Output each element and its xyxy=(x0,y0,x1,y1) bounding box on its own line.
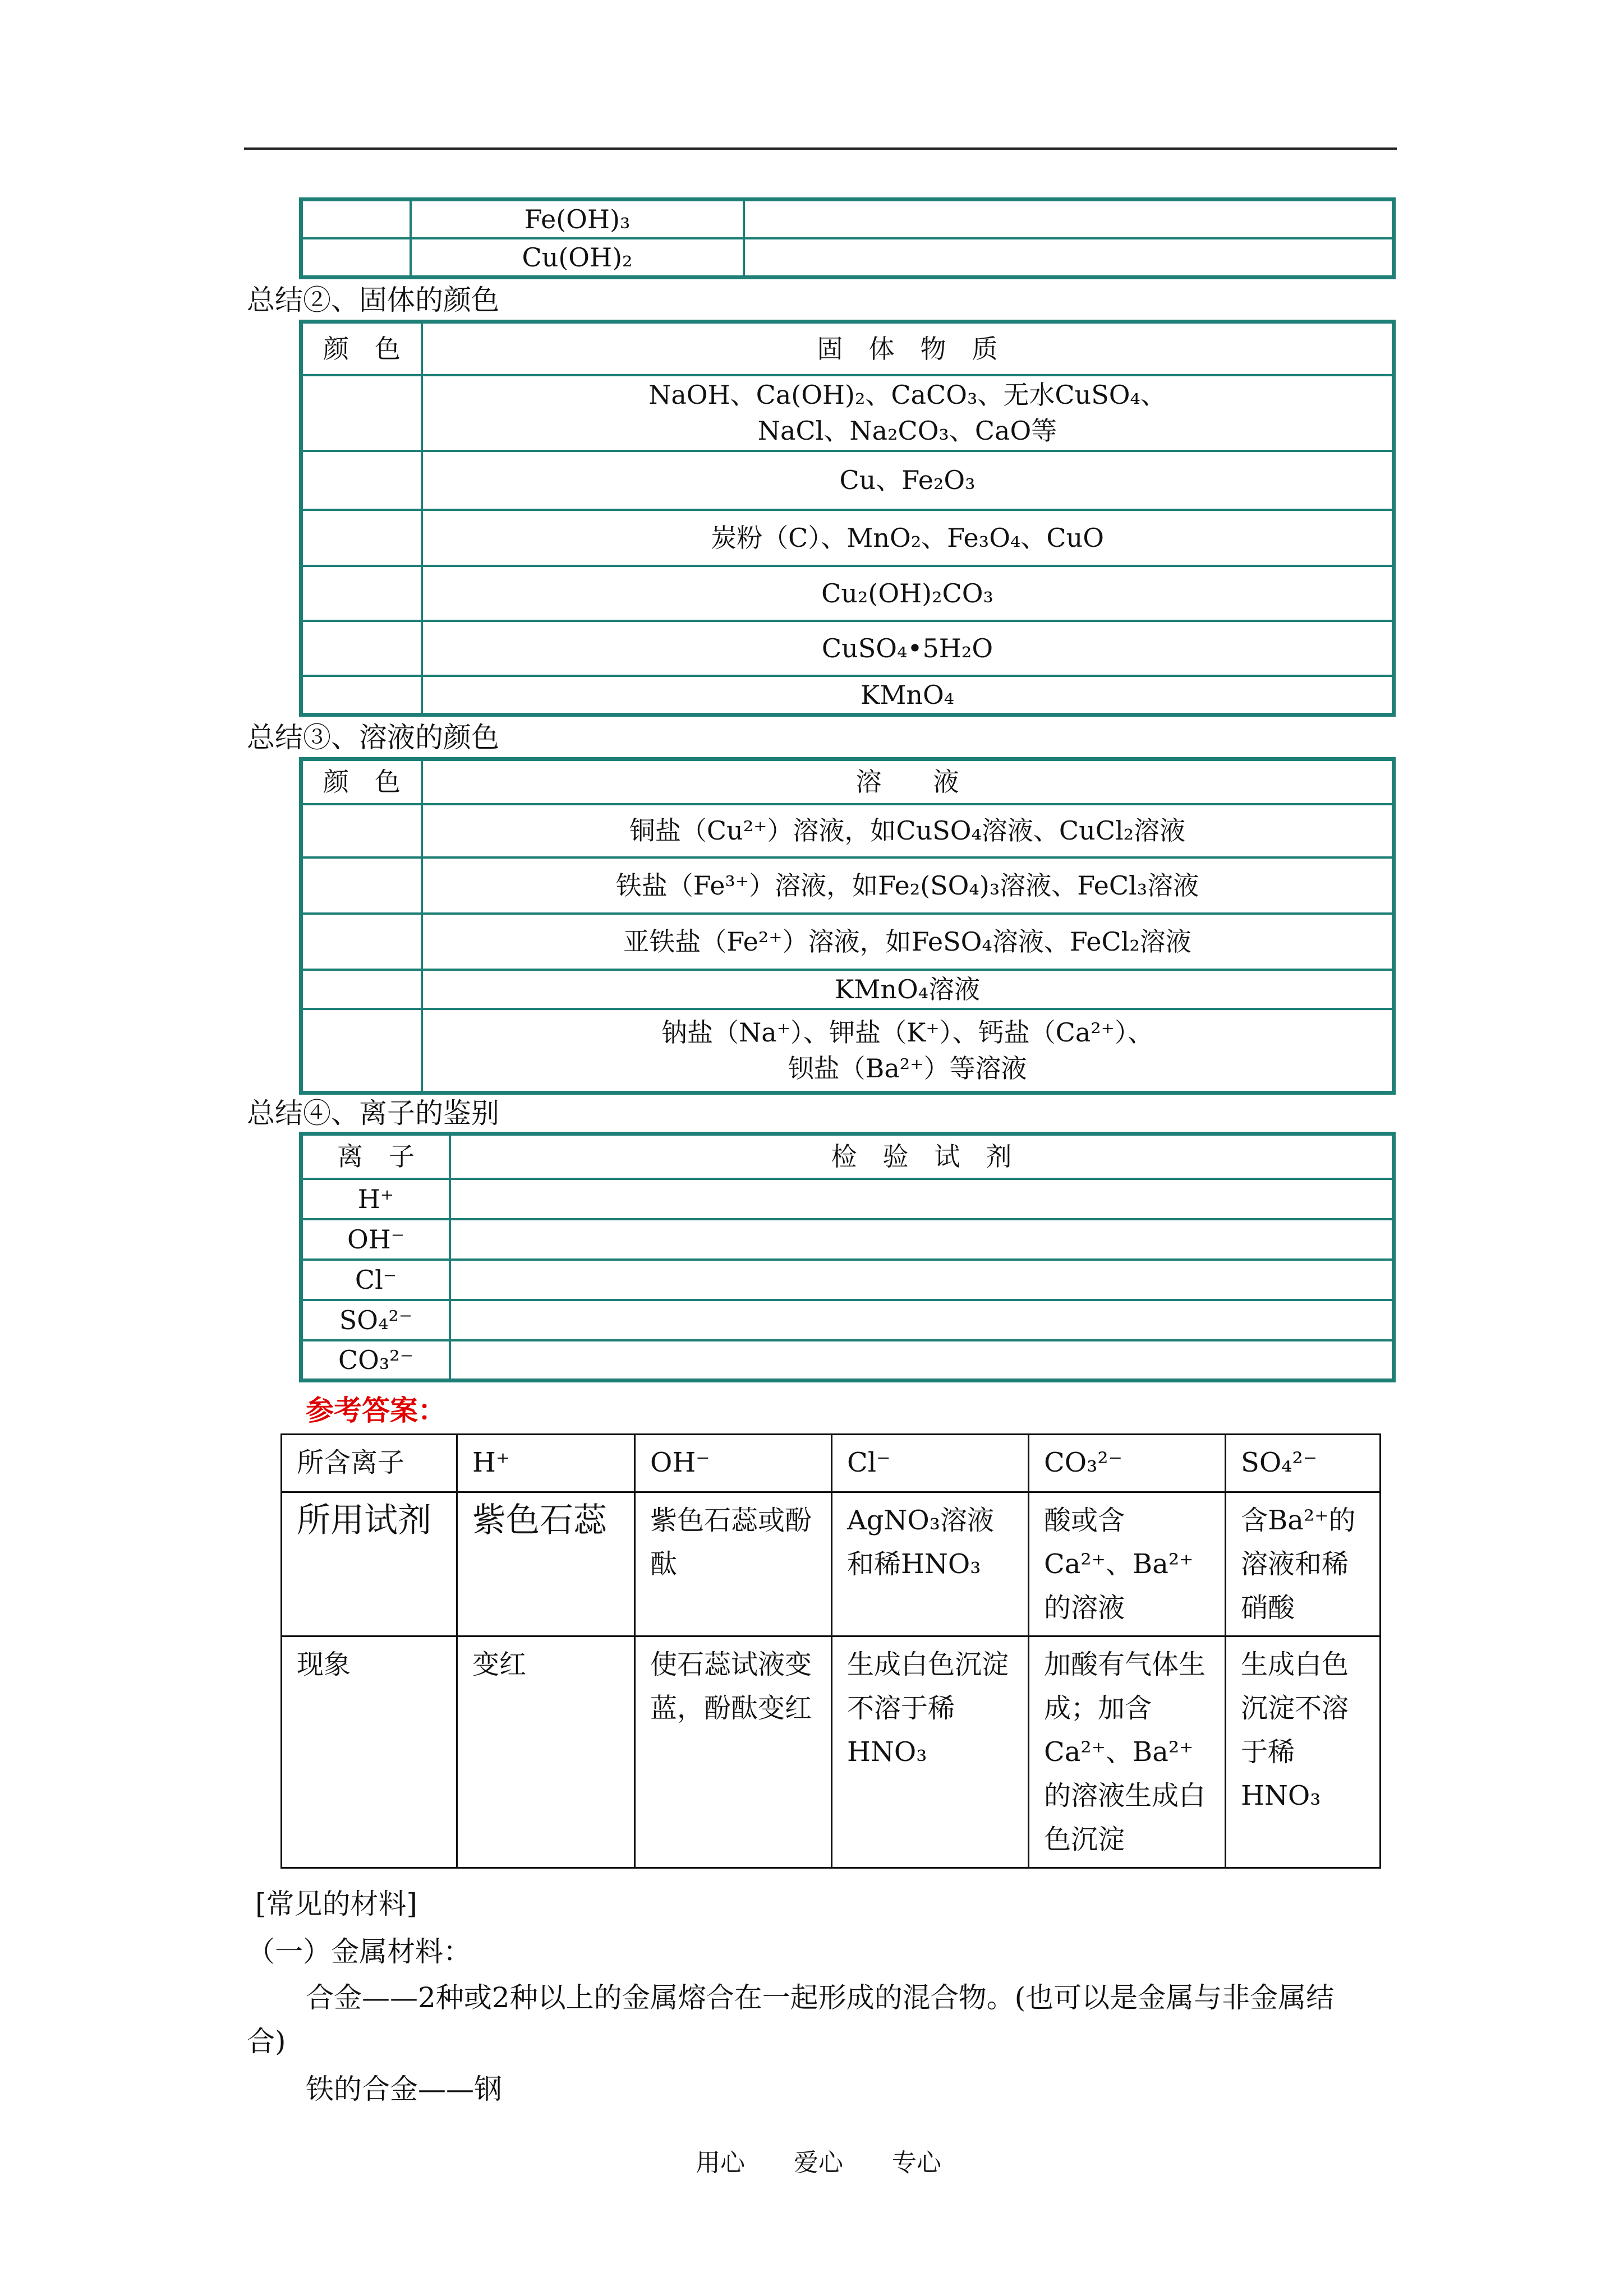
ion-cell: OH⁻ xyxy=(301,1219,450,1260)
column-header-solution: 溶 液 xyxy=(422,759,1394,804)
column-header-color: 颜 色 xyxy=(301,322,422,375)
hydroxide-table xyxy=(299,197,1396,279)
answer-cell: 紫色石蕊或酚酞 xyxy=(635,1492,832,1636)
color-cell xyxy=(301,621,422,676)
footer-text-1: 用心 xyxy=(696,2149,745,2177)
table-row xyxy=(301,200,1394,239)
ion-identification-table xyxy=(299,1132,1396,1382)
table-row xyxy=(301,1260,1394,1300)
answer-cell: 含Ba²⁺的溶液和稀硝酸 xyxy=(1226,1492,1381,1636)
answer-cell: SO₄²⁻ xyxy=(1226,1435,1381,1492)
answer-cell: 加酸有气体生成；加含Ca²⁺、Ba²⁺的溶液生成白色沉淀 xyxy=(1029,1636,1226,1868)
ion-cell: CO₃²⁻ xyxy=(301,1340,450,1381)
color-cell xyxy=(301,566,422,621)
table-row xyxy=(301,1300,1394,1340)
solid-color-table xyxy=(299,320,1396,717)
reagent-cell xyxy=(450,1300,1394,1340)
table-row xyxy=(301,676,1394,715)
substance-cell xyxy=(422,375,1394,451)
answer-cell: OH⁻ xyxy=(635,1435,832,1492)
substance-cell: KMnO₄ xyxy=(422,676,1394,715)
row-label: 现象 xyxy=(282,1636,457,1868)
color-cell xyxy=(301,451,422,510)
substance-line: NaOH、Ca(OH)₂、CaCO₃、无水CuSO₄、 xyxy=(648,380,1166,410)
color-cell xyxy=(301,857,422,914)
table-row xyxy=(282,1492,1381,1636)
substance-line: NaCl、Na₂CO₃、CaO等 xyxy=(757,416,1057,446)
solution-line: 钠盐（Na⁺）、钾盐（K⁺）、钙盐（Ca²⁺）、 xyxy=(661,1017,1153,1048)
header-rule xyxy=(244,147,1397,150)
alloy-line-2: 合) xyxy=(247,2025,286,2058)
table-cell: Cu(OH)₂ xyxy=(411,238,744,278)
table-row xyxy=(282,1435,1381,1492)
answer-cell: 生成白色沉淀不溶于稀HNO₃ xyxy=(832,1636,1029,1868)
table-row xyxy=(301,1009,1394,1093)
table-cell xyxy=(301,200,411,239)
table-header-row xyxy=(301,322,1394,375)
table-row xyxy=(282,1636,1381,1868)
ion-cell: SO₄²⁻ xyxy=(301,1300,450,1340)
color-cell xyxy=(301,1009,422,1093)
answer-cell: 变红 xyxy=(457,1636,635,1868)
answer-table xyxy=(280,1433,1381,1869)
answer-cell: 使石蕊试液变蓝，酚酞变红 xyxy=(635,1636,832,1868)
answer-cell: AgNO₃溶液和稀HNO₃ xyxy=(832,1492,1029,1636)
solution-cell xyxy=(422,1009,1394,1093)
color-cell xyxy=(301,804,422,857)
color-cell xyxy=(301,970,422,1009)
table-cell xyxy=(744,200,1394,239)
substance-cell: Cu、Fe₂O₃ xyxy=(422,451,1394,510)
table-row xyxy=(301,970,1394,1009)
column-header-ion: 离 子 xyxy=(301,1134,450,1179)
row-label: 所用试剂 xyxy=(282,1492,457,1636)
answer-cell: CO₃²⁻ xyxy=(1029,1435,1226,1492)
ion-cell: H⁺ xyxy=(301,1179,450,1219)
substance-cell: Cu₂(OH)₂CO₃ xyxy=(422,566,1394,621)
alloy-line-1: 合金——2种或2种以上的金属熔合在一起形成的混合物。(也可以是金属与非金属结 xyxy=(306,1981,1335,2014)
color-cell xyxy=(301,676,422,715)
table-cell xyxy=(301,238,411,278)
section-heading-ions: 总结④、离子的鉴别 xyxy=(247,1097,499,1129)
section-heading-solution: 总结③、溶液的颜色 xyxy=(247,721,499,754)
table-row xyxy=(301,804,1394,857)
materials-title: [常见的材料] xyxy=(255,1888,418,1920)
table-header-row xyxy=(301,759,1394,804)
column-header-color: 颜 色 xyxy=(301,759,422,804)
solution-cell: KMnO₄溶液 xyxy=(422,970,1394,1009)
answer-label: 参考答案： xyxy=(306,1394,446,1427)
table-row xyxy=(301,451,1394,510)
reagent-cell xyxy=(450,1340,1394,1381)
answer-cell: 紫色石蕊 xyxy=(457,1492,635,1636)
table-row xyxy=(301,238,1394,278)
answer-cell: 生成白色沉淀不溶于稀HNO₃ xyxy=(1226,1636,1381,1868)
column-header-substance: 固 体 物 质 xyxy=(422,322,1394,375)
answer-cell: 酸或含Ca²⁺、Ba²⁺的溶液 xyxy=(1029,1492,1226,1636)
reagent-cell xyxy=(450,1219,1394,1260)
iron-alloy-line: 铁的合金——钢 xyxy=(306,2073,502,2105)
table-row xyxy=(301,1340,1394,1381)
solution-cell: 铁盐（Fe³⁺）溶液，如Fe₂(SO₄)₃溶液、FeCl₃溶液 xyxy=(422,857,1394,914)
table-cell: Fe(OH)₃ xyxy=(411,200,744,239)
solution-cell: 铜盐（Cu²⁺）溶液，如CuSO₄溶液、CuCl₂溶液 xyxy=(422,804,1394,857)
footer-text-2: 爱心 xyxy=(794,2149,843,2177)
table-row xyxy=(301,914,1394,970)
color-cell xyxy=(301,914,422,970)
table-row xyxy=(301,857,1394,914)
color-cell xyxy=(301,375,422,451)
table-row xyxy=(301,375,1394,451)
table-row xyxy=(301,566,1394,621)
substance-cell: 炭粉（C）、MnO₂、Fe₃O₄、CuO xyxy=(422,510,1394,566)
footer-text-3: 专心 xyxy=(892,2149,941,2177)
table-row xyxy=(301,1219,1394,1260)
row-label: 所含离子 xyxy=(282,1435,457,1492)
materials-subtitle: （一）金属材料： xyxy=(247,1935,471,1968)
table-header-row xyxy=(301,1134,1394,1179)
answer-cell: Cl⁻ xyxy=(832,1435,1029,1492)
table-cell xyxy=(744,238,1394,278)
table-row xyxy=(301,510,1394,566)
table-row xyxy=(301,621,1394,676)
substance-cell: CuSO₄•5H₂O xyxy=(422,621,1394,676)
solution-color-table xyxy=(299,757,1396,1095)
section-heading-solid: 总结②、固体的颜色 xyxy=(247,284,499,316)
ion-cell: Cl⁻ xyxy=(301,1260,450,1300)
table-row xyxy=(301,1179,1394,1219)
reagent-cell xyxy=(450,1260,1394,1300)
solution-cell: 亚铁盐（Fe²⁺）溶液，如FeSO₄溶液、FeCl₂溶液 xyxy=(422,914,1394,970)
reagent-cell xyxy=(450,1179,1394,1219)
solution-line: 钡盐（Ba²⁺）等溶液 xyxy=(788,1053,1027,1084)
answer-cell: H⁺ xyxy=(457,1435,635,1492)
column-header-reagent: 检 验 试 剂 xyxy=(450,1134,1394,1179)
color-cell xyxy=(301,510,422,566)
